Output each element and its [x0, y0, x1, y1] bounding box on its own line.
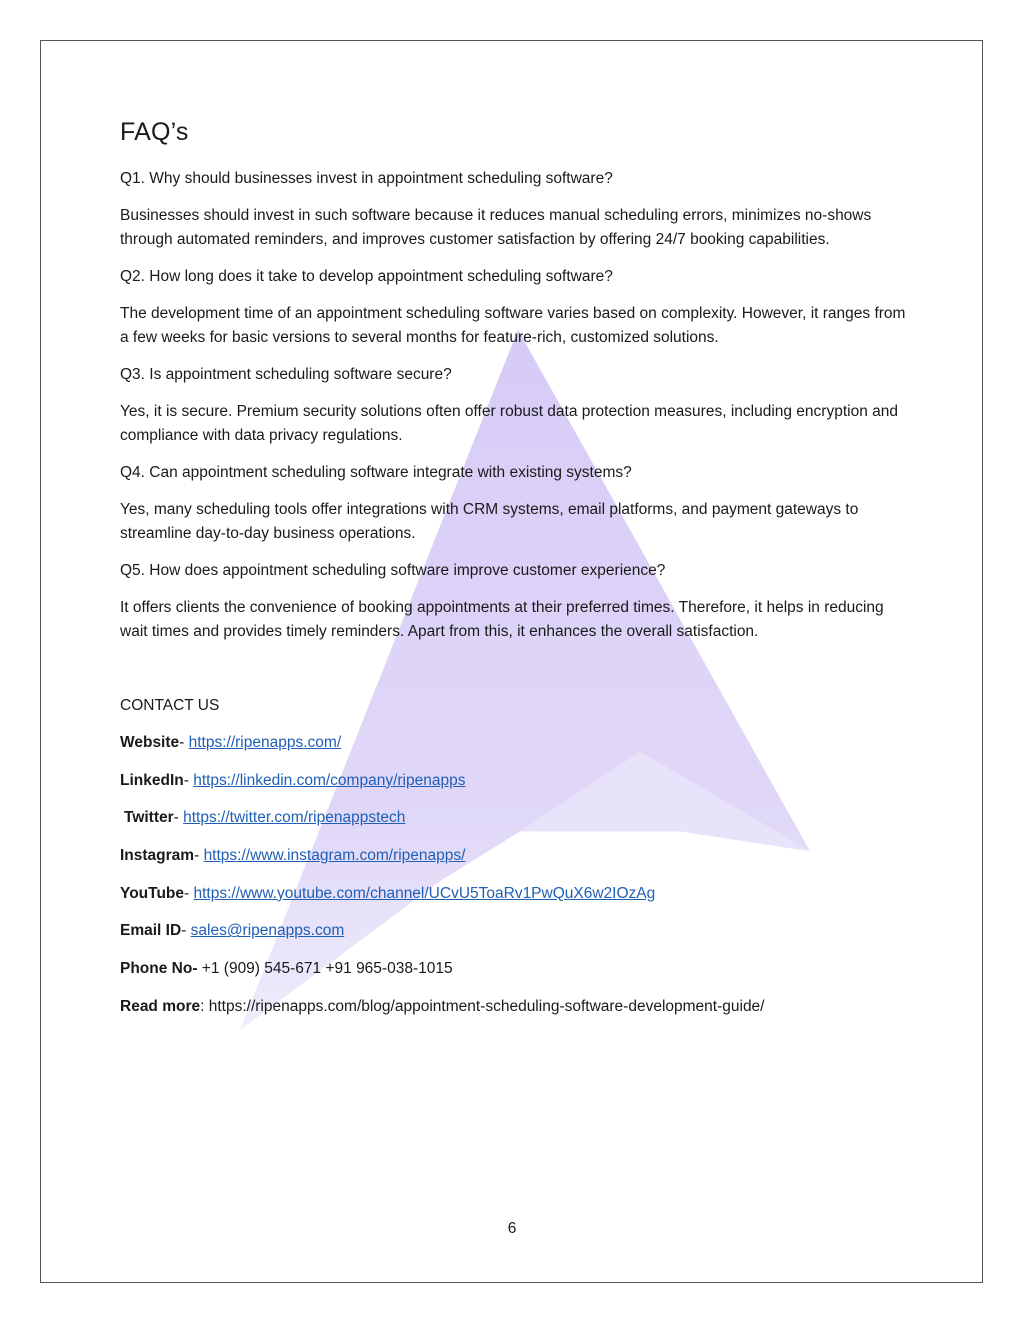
email-link[interactable]: sales@ripenapps.com: [190, 922, 345, 940]
faq-question-4: Q4. Can appointment scheduling software integrate with existing systems?: [120, 464, 632, 481]
instagram-link[interactable]: https://www.instagram.com/ripenapps/: [203, 847, 466, 865]
contact-instagram: [120, 844, 910, 868]
twitter-sep: -: [173, 809, 184, 827]
faq-answer-2: The development time of an appointment scheduling software varies based on complexity. However, it ranges from a few weeks for basic versions to several months for feature-rich, customized solutions.: [120, 305, 906, 346]
faq-question-5: Q5. How does appointment scheduling software improve customer experience?: [120, 562, 666, 579]
twitter-link[interactable]: https://twitter.com/ripenappstech: [183, 809, 406, 827]
twitter-label: Twitter: [124, 809, 174, 827]
contact-youtube: [120, 882, 910, 906]
faq-answer-3: Yes, it is secure. Premium security solutions often offer robust data protection measures, including encryption and compliance with data privacy regulations.: [120, 403, 898, 444]
website-label: Website: [120, 734, 180, 751]
linkedin-link[interactable]: https://linkedin.com/company/ripenapps: [193, 771, 466, 789]
contact-linkedin: [120, 769, 910, 793]
instagram-sep: -: [194, 847, 204, 865]
faq-answer-4: Yes, many scheduling tools offer integrations with CRM systems, email platforms, and payment gateways to streamline day-to-day business operations.: [120, 501, 859, 542]
faq-question-2: Q2. How long does it take to develop appointment scheduling software?: [120, 268, 613, 285]
email-sep: -: [181, 922, 191, 940]
faq-answer-1: Businesses should invest in such software because it reduces manual scheduling errors, minimizes no-shows through automated reminders, and improves customer satisfaction by offering 24/7 booking capabilities.: [120, 207, 872, 248]
faq-question-3: Q3. Is appointment scheduling software secure?: [120, 366, 452, 383]
read-more-sep: :: [200, 997, 209, 1015]
contact-twitter: [120, 806, 910, 830]
linkedin-sep: -: [183, 771, 194, 789]
email-label: Email ID: [120, 922, 182, 940]
phone-value: +1 (909) 545-671 +91 965-038-1015: [197, 960, 453, 978]
read-more-label: Read more: [120, 997, 201, 1015]
contact-email: [120, 919, 910, 943]
contact-heading: CONTACT US: [120, 697, 220, 714]
website-link[interactable]: https://ripenapps.com/: [188, 734, 342, 751]
youtube-link[interactable]: https://www.youtube.com/channel/UCvU5ToaRv1PwQuX6w2IOzAg: [193, 884, 656, 902]
document-body: [120, 118, 910, 1033]
website-sep: -: [179, 734, 189, 751]
contact-website: [120, 731, 910, 755]
faq-question-1: Q1. Why should businesses invest in appointment scheduling software?: [120, 170, 613, 187]
phone-label: Phone No-: [120, 960, 198, 978]
linkedin-label: LinkedIn: [120, 771, 184, 789]
youtube-label: YouTube: [120, 884, 184, 902]
instagram-label: Instagram: [120, 847, 195, 865]
page-number: 6: [507, 1220, 517, 1237]
read-more: [120, 995, 910, 1019]
faq-title: FAQ’s: [120, 118, 189, 146]
contact-phone: [120, 957, 910, 981]
faq-answer-5: It offers clients the convenience of booking appointments at their preferred times. Therefore, it helps in reducing wait times and provides timely reminders. Apart from this, it enhances the overall satisfaction.: [120, 599, 884, 640]
read-more-url: https://ripenapps.com/blog/appointment-scheduling-software-development-guide/: [208, 997, 765, 1015]
youtube-sep: -: [184, 884, 194, 902]
